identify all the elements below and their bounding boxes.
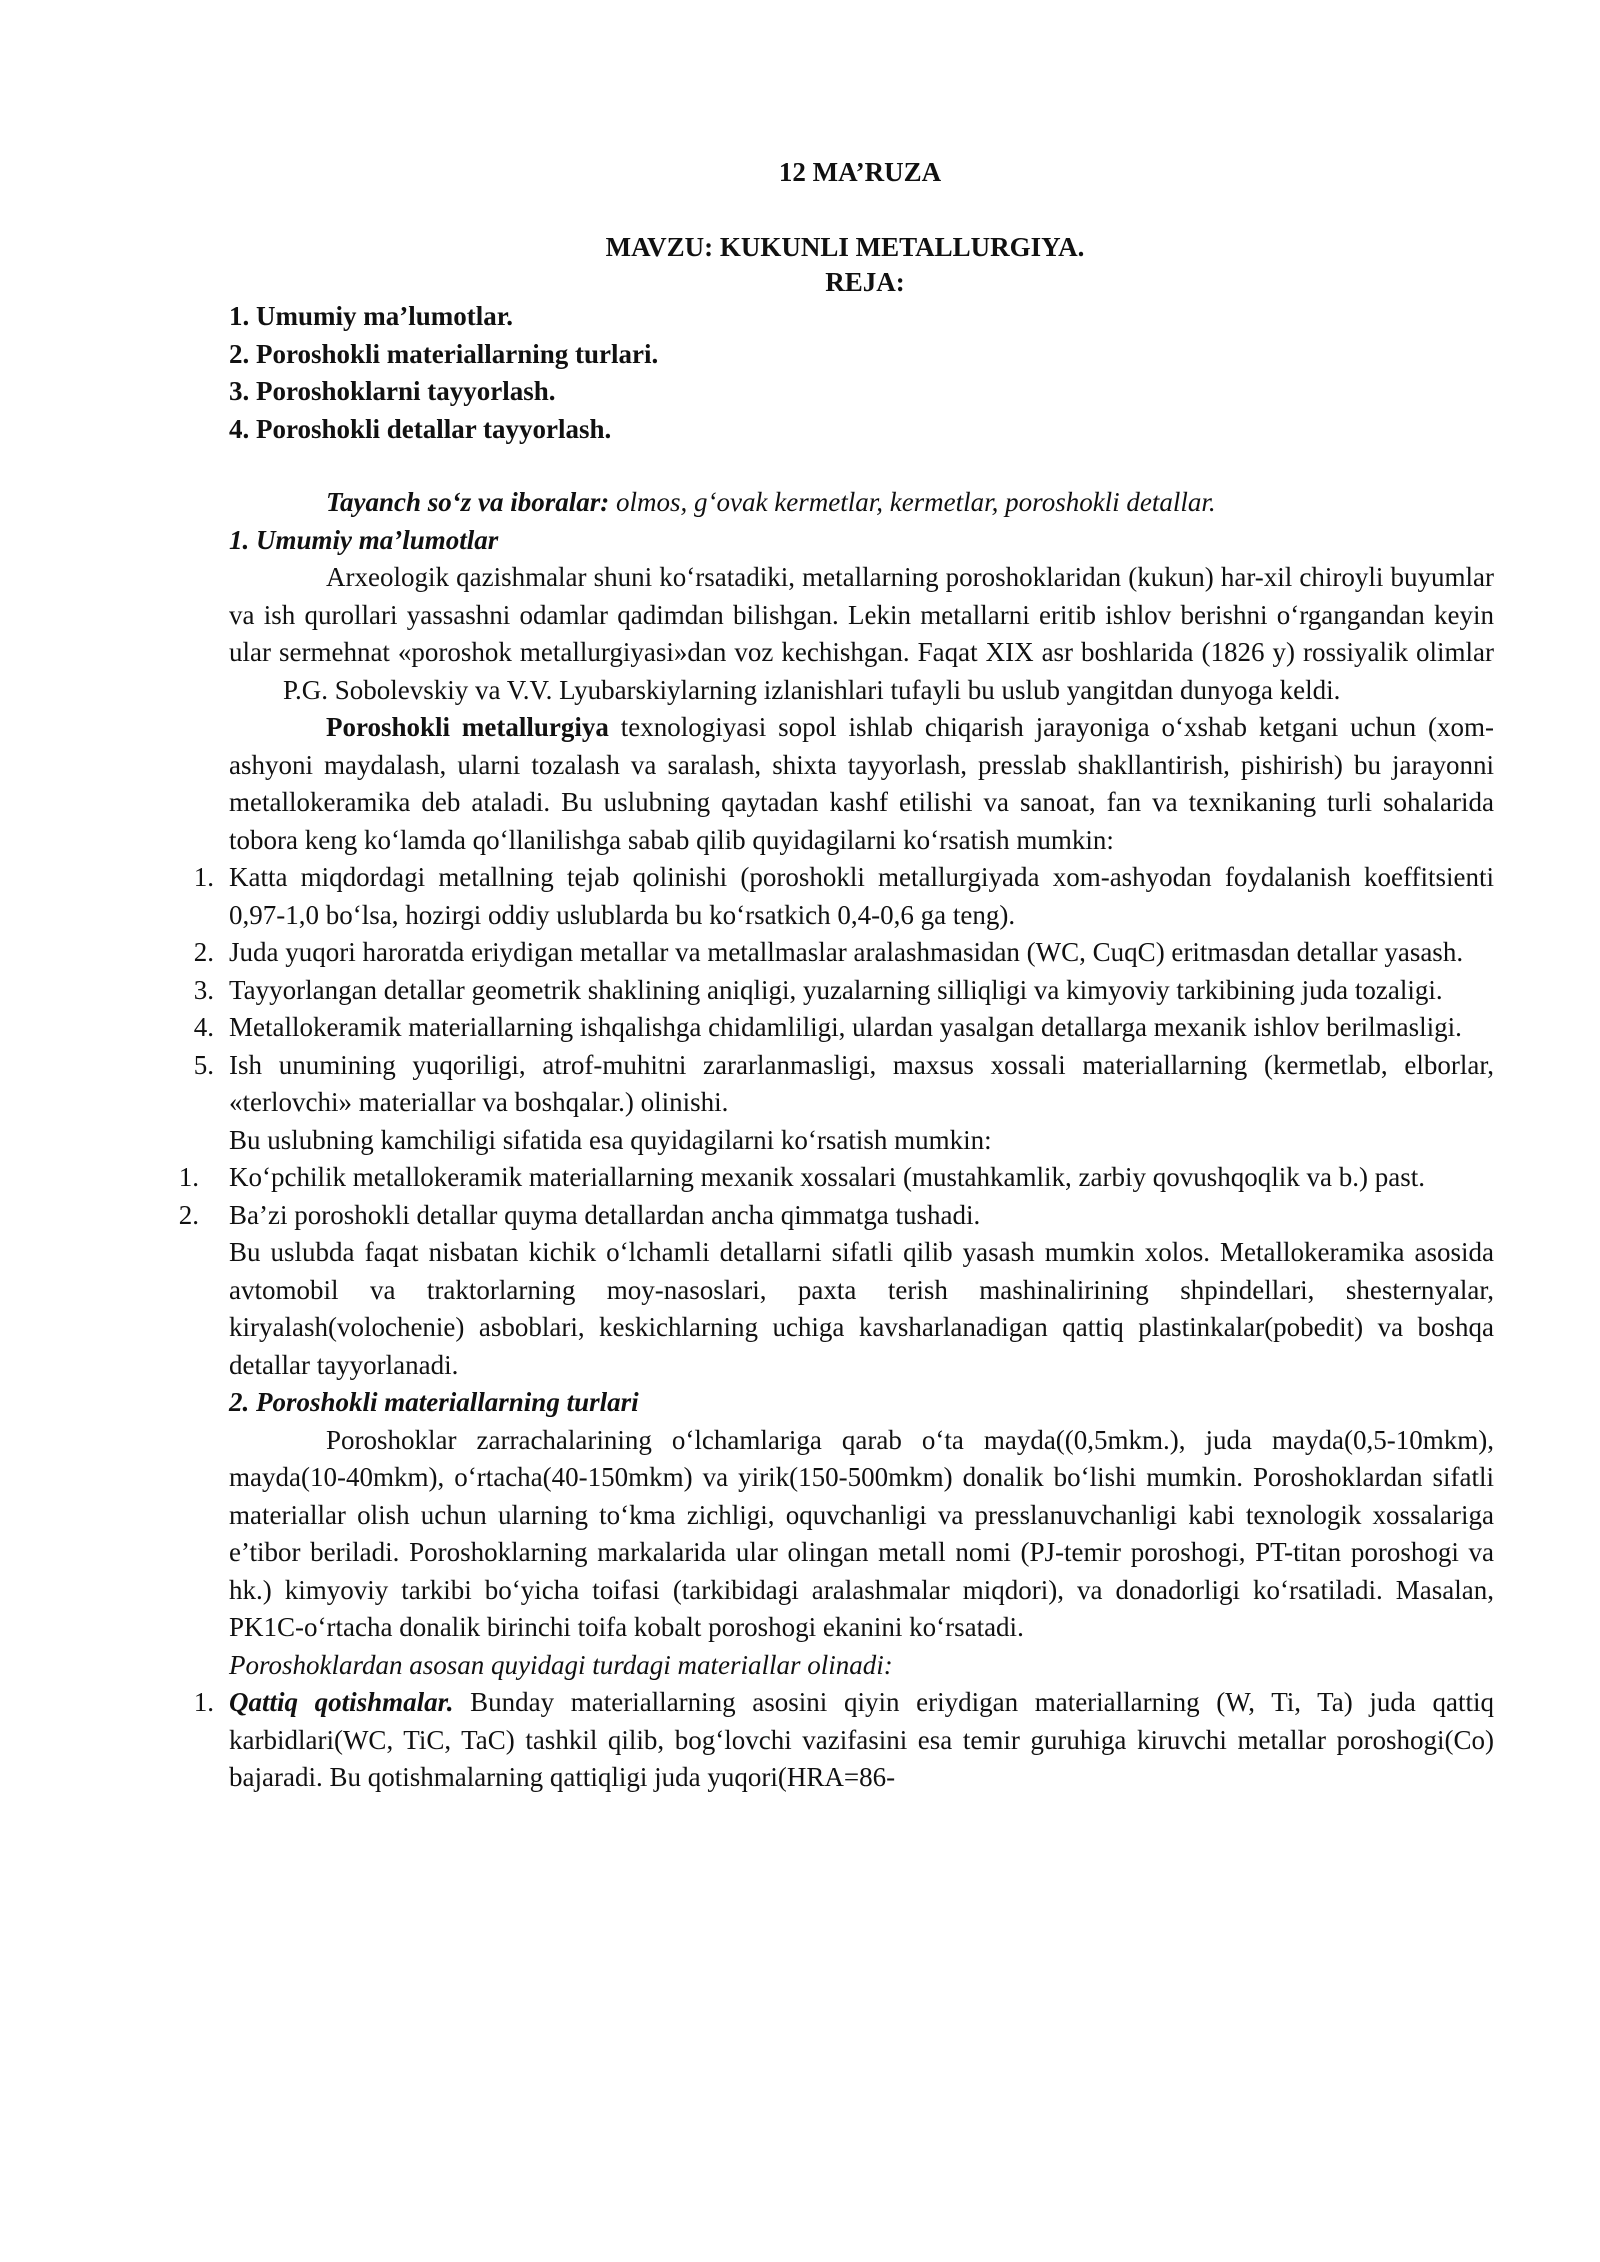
document-body	[178, 298, 1494, 1797]
section2-paragraph-1: Poroshoklar zarrachalarining o‘lchamlariga qarab o‘ta mayda((0,5mkm.), juda mayda(0,5-10mkm), mayda(10-40mkm), o‘rtacha(40-150mkm) va yirik(150-500mkm) donalik bo‘lishi mumkin. Poroshoklardan sifatli materiallar olish uchun ularning to‘kma zichligi, oquvchanligi va presslanuvchanligi kabi texnologik xossalariga e’tibor beriladi. Poroshoklarning markalarida ular olingan metall nomi (PJ-temir poroshogi, PT-titan poroshogi va hk.) kimyoviy tarkibi bo‘yicha toifasi (tarkibidagi aralashmalar miqdori), va donadorligi ko‘rsatiladi. Masalan, PK1C-o‘rtacha donalik birinchi toifa kobalt poroshogi ekanini ko‘rsatadi.	[229, 1424, 1494, 1642]
list-text: Ba’zi poroshokli detallar quyma detallardan ancha qimmatga tushadi.	[229, 1199, 981, 1230]
disadvantages-list	[178, 1159, 1494, 1234]
list-item	[193, 1009, 1494, 1047]
list-text: Bunday materiallarning asosini qiyin eriydigan materiallarning (W, Ti, Ta) juda qattiq karbidlari(WC, TiC, TaC) tashkil qilib, bog‘lovchi vazifasini esa temir guruhiga kiruvchi metallar poroshogi(Co) bajaradi. Bu qotishmalarning qattiqligi juda yuqori(HRA=86-	[229, 1687, 1494, 1792]
plan-item: 3. Poroshoklarni tayyorlash.	[229, 376, 556, 406]
section2-heading: 2. Poroshokli materiallarning turlari	[229, 1387, 639, 1417]
list-item	[193, 972, 1494, 1010]
materials-intro: Poroshoklardan asosan quyidagi turdagi materiallar olinadi:	[229, 1649, 893, 1680]
list-item	[193, 1684, 1494, 1797]
list-item	[193, 859, 1494, 934]
plan-item: 1. Umumiy ma’lumotlar.	[229, 301, 513, 331]
advantages-list	[193, 859, 1494, 1122]
list-text: Ko‘pchilik metallokeramik materiallarning mexanik xossalari (mustahkamlik, zarbiy qovushqoqlik va b.) past.	[229, 1162, 1425, 1192]
list-item	[178, 1159, 1494, 1197]
keywords-text: olmos, g‘ovak kermetlar, kermetlar, poroshokli detallar.	[609, 487, 1216, 517]
list-item	[193, 934, 1494, 972]
list-item	[193, 1047, 1494, 1122]
plan-item: 4. Poroshokli detallar tayyorlash.	[229, 413, 612, 444]
plan-heading: REJA:	[825, 267, 905, 297]
section1-paragraph-2	[229, 709, 1494, 859]
list-number: 1.	[193, 862, 214, 892]
list-text: Metallokeramik materiallarning ishqalishga chidamliligi, ulardan yasalgan detallarga mexanik ishlov berilmasligi.	[229, 1012, 1462, 1042]
plan-list	[229, 298, 1494, 448]
section1-paragraph-3: Bu uslubda faqat nisbatan kichik o‘lchamli detallarni sifatli qilib yasash mumkin xolos. Metallokeramika asosida avtomobil va traktorlarning moy-nasoslari, paxta terish mashinalirining shpindellari, shesternyalar, kiryalash(volochenie) asboblari, keskichlarning uchiga kavsharlanadigan qattiq plastinkalar(pobedit) va boshqa detallar tayyorlanadi.	[229, 1237, 1494, 1380]
list-number: 2.	[178, 1199, 199, 1230]
material-label: Qattiq qotishmalar.	[229, 1687, 454, 1717]
list-number: 3.	[193, 974, 214, 1005]
keywords-paragraph	[229, 484, 1494, 522]
section1-heading: 1. Umumiy ma’lumotlar	[229, 524, 499, 555]
list-text: Ish unumining yuqoriligi, atrof-muhitni zararlanmasligi, maxsus xossali materiallarning (kermetlab, elborlar, «terlovchi» materiallar va boshqalar.) olinishi.	[229, 1049, 1494, 1117]
term-bold: Poroshokli metallurgiya	[326, 712, 609, 742]
plan-item: 2. Poroshokli materiallarning turlari.	[229, 338, 659, 369]
lecture-title: 12 MA’RUZA	[778, 157, 942, 187]
disadvantages-intro: Bu uslubning kamchiligi sifatida esa quyidagilarni ko‘rsatish mumkin:	[229, 1124, 992, 1155]
list-text: Tayyorlangan detallar geometrik shaklining aniqligi, yuzalarning silliqligi va kimyoviy tarkibining juda tozaligi.	[229, 974, 1443, 1005]
list-item	[178, 1197, 1494, 1235]
list-text: Katta miqdordagi metallning tejab qolinishi (poroshokli metallurgiyada xom-ashyodan foydalanish koeffitsienti 0,97-1,0 bo‘lsa, hozirgi oddiy uslublarda bu ko‘rsatkich 0,4-0,6 ga teng).	[229, 862, 1494, 930]
keywords-label: Tayanch so‘z va iboralar:	[326, 487, 610, 517]
topic-title: MAVZU: KUKUNLI METALLURGIYA.	[605, 232, 1085, 262]
paragraph-text: texnologiyasi sopol ishlab chiqarish jarayoniga o‘xshab ketgani uchun (xom-ashyoni maydalash, ularni tozalash va saralash, shixta tayyorlash, presslab shakllantirish, pishirish) bu jarayonni metallokeramika deb ataladi. Bu uslubning qaytadan kashf etilishi va sanoat, fan va texnikaning turli sohalarida tobora keng ko‘lamda qo‘llanilishga sabab qilib quyidagilarni ko‘rsatish mumkin:	[229, 712, 1494, 855]
list-number: 1.	[178, 1162, 199, 1192]
list-number: 2.	[193, 937, 214, 967]
section1-paragraph-1: Arxeologik qazishmalar shuni ko‘rsatadiki, metallarning poroshoklaridan (kukun) har-xil chiroyli buyumlar va ish qurollari yassashni odamlar qadimdan bilishgan. Lekin metallarni eritib ishlov berishni o‘rgangandan keyin ular sermehnat «poroshok metallurgiyasi»dan voz kechishgan. Faqat XIX asr boshlarida (1826 y) rossiyalik olimlar P.G. Sobolevskiy va V.V. Lyubarskiylarning izlanishlari tufayli bu uslub yangitdan dunyoga keldi.	[229, 562, 1494, 705]
list-text: Juda yuqori haroratda eriydigan metallar va metallmaslar aralashmasidan (WC, CuqC) eritmasdan detallar yasash.	[229, 937, 1464, 967]
list-number: 1.	[193, 1687, 214, 1717]
list-number: 4.	[193, 1012, 214, 1042]
list-number: 5.	[193, 1049, 214, 1080]
